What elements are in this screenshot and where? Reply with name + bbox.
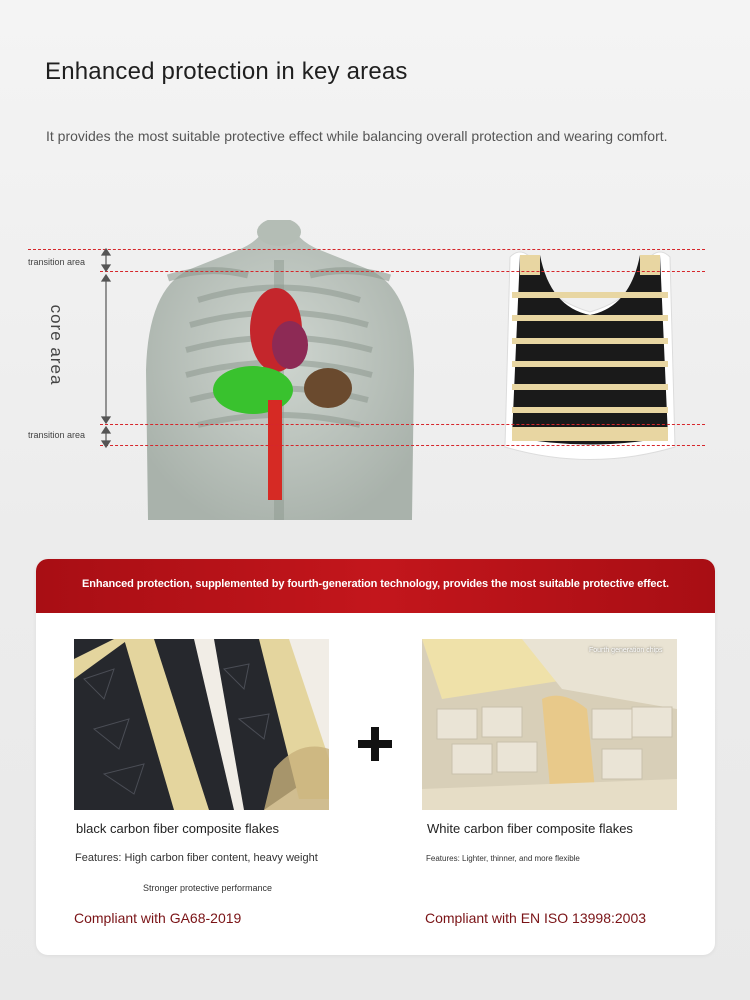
left-compliance: Compliant with GA68-2019 <box>74 910 242 926</box>
right-compliance: Compliant with EN ISO 13998:2003 <box>425 910 647 926</box>
chip-caption: Fourth generation chips <box>589 647 663 654</box>
transition-area-top-label: transition area <box>28 257 86 267</box>
zone-arrows <box>96 245 116 455</box>
white-flakes-photo <box>422 639 677 810</box>
page-title: Enhanced protection in key areas <box>45 58 408 85</box>
left-material-features: Features: High carbon fiber content, heavy weight <box>75 852 318 864</box>
boundary-line-core-top <box>100 271 705 272</box>
card-banner <box>36 559 715 613</box>
right-material-features: Features: Lighter, thinner, and more flexible <box>426 854 580 863</box>
boundary-line-bottom <box>100 445 705 446</box>
transition-area-bottom-label: transition area <box>28 430 86 440</box>
plus-icon <box>358 727 392 761</box>
boundary-line-top <box>28 249 705 250</box>
black-flakes-photo <box>74 639 329 810</box>
left-material-title: black carbon fiber composite flakes <box>76 821 280 836</box>
core-area-label: core area <box>47 304 66 386</box>
page-subtitle: It provides the most suitable protective effect while balancing overall protection and wearing comfort. <box>46 128 668 144</box>
material-comparison-card <box>36 559 715 955</box>
torso-xray-image <box>128 220 430 520</box>
banner-text: Enhanced protection, supplemented by fourth-generation technology, provides the most suitable protective effect. <box>82 578 669 590</box>
left-material-performance: Stronger protective performance <box>143 883 273 893</box>
right-material-title: White carbon fiber composite flakes <box>427 821 633 836</box>
protection-zone-diagram <box>0 215 750 535</box>
boundary-line-core-bottom <box>100 424 705 425</box>
